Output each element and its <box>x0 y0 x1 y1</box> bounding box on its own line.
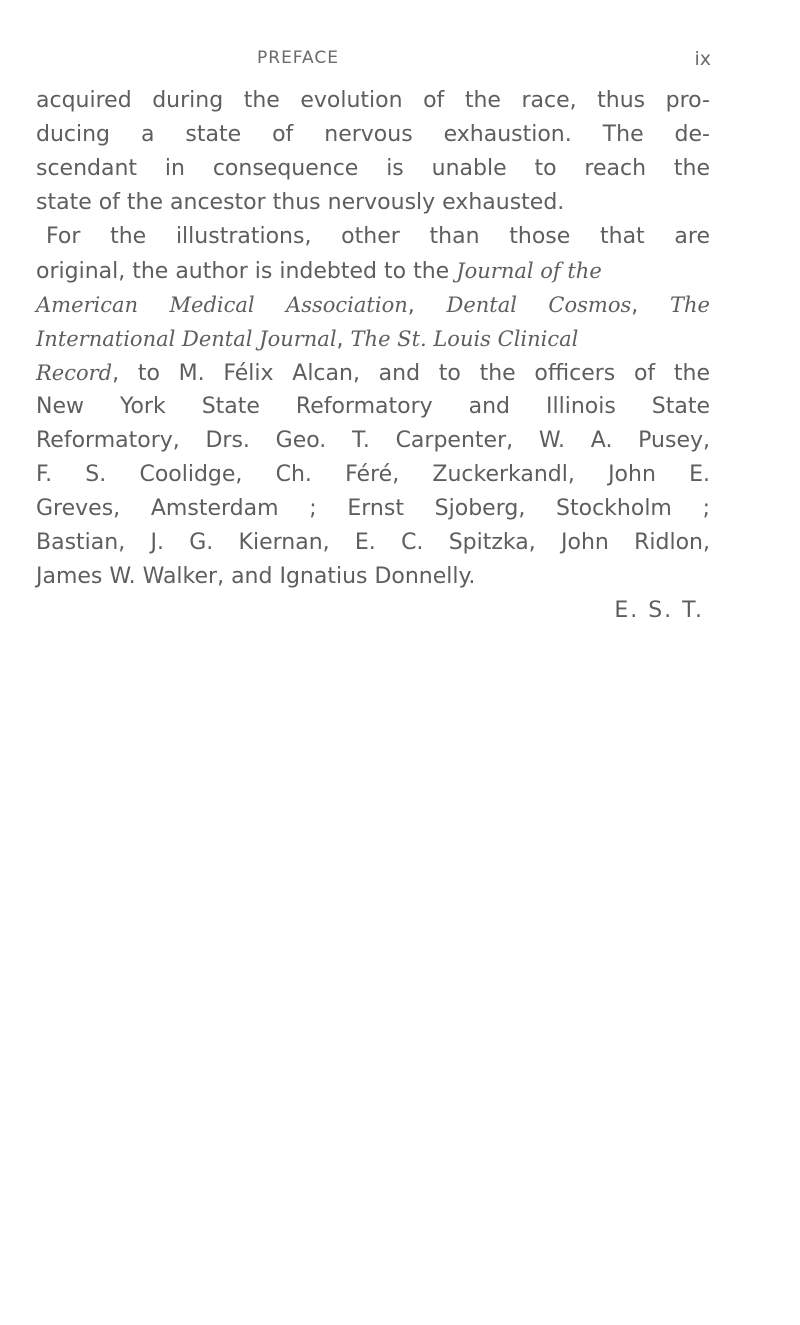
running-head <box>231 48 711 78</box>
text-line-11: Reformatory, Drs. Geo. T. Carpenter, W. A. Pusey, <box>36 428 710 453</box>
journal-title: Journal of the <box>456 259 602 283</box>
text-line-5: For the illustrations, other than those that are <box>46 224 710 249</box>
journal-title: Record <box>36 361 113 385</box>
text-line-6: original, the author is indebted to the Journal of the <box>36 259 602 284</box>
text-line-10: New York State Reformatory and Illinois State <box>36 394 710 419</box>
journal-title: International Dental Journal <box>36 327 337 351</box>
text-line-3: scendant in consequence is unable to reach the <box>36 156 710 181</box>
text-line-12: F. S. Coolidge, Ch. Féré, Zuckerkandl, John E. <box>36 462 710 487</box>
journal-title: The <box>670 293 710 317</box>
journal-title: American Medical Association <box>36 293 408 317</box>
text-line-1: acquired during the evolution of the race, thus pro- <box>36 88 710 113</box>
text-line-2: ducing a state of nervous exhaustion. The de- <box>36 122 710 147</box>
page-number: ix <box>694 48 711 70</box>
text-line-13: Greves, Amsterdam ; Ernst Sjoberg, Stockholm ; <box>36 496 710 521</box>
journal-title: The St. Louis Clinical <box>350 327 579 351</box>
text-line-9: Record, to M. Félix Alcan, and to the officers of the <box>36 361 710 386</box>
text-line-15: James W. Walker, and Ignatius Donnelly. <box>36 564 476 589</box>
journal-title: Dental Cosmos <box>446 293 632 317</box>
text-line-7: American Medical Association, Dental Cosmos, The <box>36 293 710 318</box>
text-line-4: state of the ancestor thus nervously exhausted. <box>36 190 565 215</box>
author-initials: E. S. T. <box>614 598 704 623</box>
text-line-14: Bastian, J. G. Kiernan, E. C. Spitzka, John Ridlon, <box>36 530 710 555</box>
preface-paragraphs <box>36 84 710 628</box>
running-head-title: PREFACE <box>257 48 339 68</box>
text-line-8: International Dental Journal, The St. Louis Clinical <box>36 327 579 352</box>
